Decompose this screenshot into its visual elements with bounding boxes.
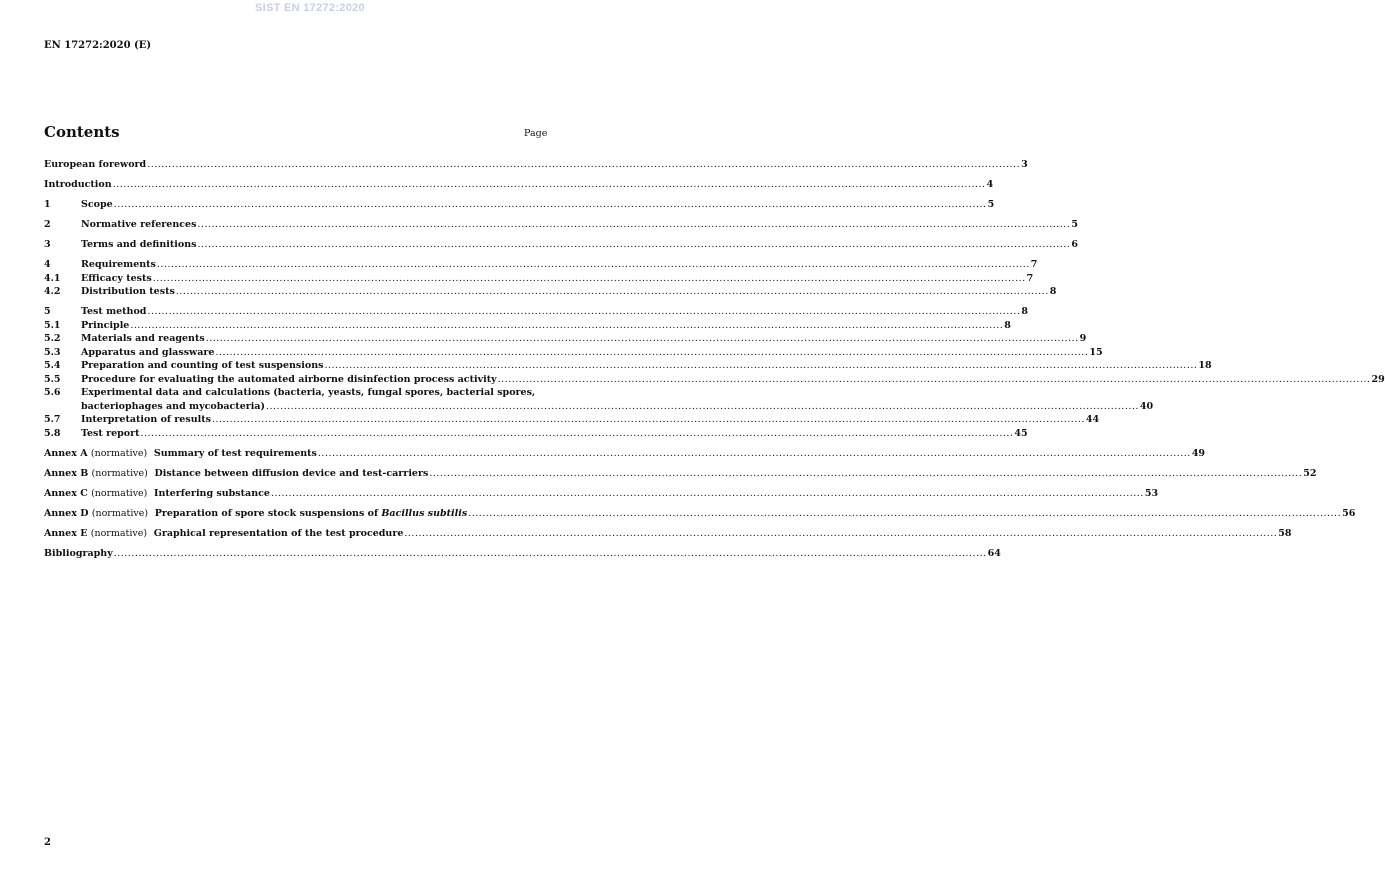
toc-title: Interpretation of results <box>81 414 211 425</box>
toc-page: 53 <box>1144 487 1159 499</box>
toc-leader <box>266 400 1139 414</box>
toc-title: Materials and reagents <box>81 333 205 344</box>
toc-number: 1 <box>44 199 51 210</box>
toc-entry-principle[interactable] <box>44 319 1011 333</box>
toc-leader <box>271 487 1144 501</box>
toc-entry-test-report[interactable] <box>44 427 1028 441</box>
toc-title-line1: Experimental data and calculations (bacteria, yeasts, fungal spores, bacterial spores, <box>81 387 536 398</box>
toc-entry-scope[interactable] <box>44 198 995 212</box>
toc-number: 5.2 <box>44 333 61 344</box>
toc-number: 4 <box>44 259 51 270</box>
toc-title-italic: Bacillus subtilis <box>381 507 468 519</box>
toc-title: Terms and definitions <box>81 239 197 250</box>
toc-number: 5.1 <box>44 319 61 331</box>
toc-title: Normative references <box>81 219 197 230</box>
toc-entry-test-method[interactable] <box>44 305 1028 319</box>
toc-leader <box>498 373 1371 387</box>
toc-entry-interpretation-of-results[interactable] <box>44 413 1100 427</box>
toc-title: Graphical representation of the test procedure <box>153 527 404 539</box>
toc-title: Test method <box>81 306 147 317</box>
toc-entry-preparation-and-counting[interactable] <box>44 359 1212 373</box>
toc-leader <box>212 413 1085 427</box>
toc-leader <box>468 507 1341 521</box>
toc-number: 5 <box>44 306 51 317</box>
annex-type: (normative) <box>91 507 149 519</box>
toc-title: Summary of test requirements <box>153 447 317 459</box>
toc-title: Interfering substance <box>154 487 270 499</box>
toc-entry-annex-d[interactable] <box>44 507 1356 521</box>
toc-page: 8 <box>1021 306 1028 317</box>
toc-entry-annex-a[interactable] <box>44 447 1206 461</box>
toc-number: 5.4 <box>44 360 61 371</box>
annex-type: (normative) <box>91 467 148 479</box>
toc-entry-annex-e[interactable] <box>44 527 1292 541</box>
toc-entry-terms-and-definitions[interactable] <box>44 238 1078 252</box>
toc-entry-procedure-evaluating[interactable] <box>44 373 1385 387</box>
toc-page: 6 <box>1071 239 1078 250</box>
toc-leader <box>114 547 987 561</box>
toc-number: 2 <box>44 219 51 230</box>
toc-page: 49 <box>1191 447 1206 459</box>
toc-number: 4.2 <box>44 286 61 297</box>
toc-leader <box>141 427 1014 441</box>
toc-entry-annex-b[interactable] <box>44 467 1317 481</box>
watermark: SIST EN 17272:2020 <box>255 2 365 14</box>
toc-page: 8 <box>1004 319 1011 331</box>
toc-leader <box>176 285 1049 299</box>
toc-page: 44 <box>1085 414 1100 425</box>
toc-leader <box>215 346 1088 360</box>
toc-leader <box>113 178 986 192</box>
toc-page: 52 <box>1303 467 1317 479</box>
toc-leader <box>130 319 1003 333</box>
annex-type: (normative) <box>90 447 148 459</box>
toc-page: 5 <box>987 199 995 210</box>
toc-entry-distribution-tests[interactable] <box>44 285 1057 299</box>
toc-leader <box>429 467 1302 481</box>
toc-leader <box>324 359 1197 373</box>
toc-leader <box>153 272 1026 286</box>
toc-page: 4 <box>986 179 994 190</box>
toc-title: Requirements <box>81 259 156 270</box>
toc-number: 5.8 <box>44 427 61 439</box>
toc-page: 3 <box>1021 159 1028 170</box>
toc-page: 45 <box>1014 427 1028 439</box>
annex-label: Annex A <box>44 447 88 459</box>
toc-page: 58 <box>1278 527 1292 539</box>
toc-leader <box>147 305 1020 319</box>
annex-type: (normative) <box>91 487 148 499</box>
toc-page: 7 <box>1030 259 1038 270</box>
toc-number: 4.1 <box>44 272 61 284</box>
annex-label: Annex B <box>44 467 89 479</box>
page-number: 2 <box>44 837 51 848</box>
annex-label: Annex E <box>44 527 88 539</box>
table-of-contents <box>44 158 1385 560</box>
annex-type: (normative) <box>90 527 148 539</box>
toc-entry-bibliography[interactable] <box>44 547 1001 561</box>
toc-title: Introduction <box>44 179 112 190</box>
toc-entry-european-foreword[interactable] <box>44 158 1028 172</box>
toc-title: European foreword <box>44 159 147 170</box>
toc-page: 56 <box>1342 507 1356 519</box>
toc-leader <box>206 332 1079 346</box>
toc-entry-normative-references[interactable] <box>44 218 1078 232</box>
toc-leader <box>157 258 1030 272</box>
toc-title: Distribution tests <box>81 286 175 297</box>
toc-page: 7 <box>1026 272 1034 284</box>
page-title: Contents <box>44 123 120 141</box>
toc-entry-requirements[interactable] <box>44 258 1038 272</box>
toc-leader <box>147 158 1020 172</box>
toc-number: 5.6 <box>44 387 61 398</box>
toc-entry-experimental-data[interactable] <box>44 386 1154 413</box>
toc-entry-efficacy-tests[interactable] <box>44 272 1034 286</box>
toc-title: Test report <box>81 427 140 439</box>
toc-title: Principle <box>81 319 130 331</box>
toc-title: Apparatus and glassware <box>81 346 215 358</box>
toc-page: 64 <box>987 547 1001 559</box>
toc-entry-annex-c[interactable] <box>44 487 1159 501</box>
toc-title: Bibliography <box>44 547 113 559</box>
toc-title: Preparation of spore stock suspensions of <box>154 507 379 519</box>
toc-title: Procedure for evaluating the automated airborne disinfection process activity <box>81 373 497 385</box>
toc-leader <box>114 198 987 212</box>
toc-title: Distance between diffusion device and test-carriers <box>154 467 429 479</box>
toc-page: 9 <box>1079 333 1087 344</box>
toc-page: 18 <box>1198 360 1212 371</box>
toc-entry-materials-and-reagents[interactable] <box>44 332 1087 346</box>
toc-page: 8 <box>1049 286 1057 297</box>
toc-leader <box>404 527 1277 541</box>
toc-page: 15 <box>1089 346 1103 358</box>
page-column-label: Page <box>524 128 548 139</box>
annex-label: Annex D <box>44 507 89 519</box>
toc-leader <box>318 447 1191 461</box>
toc-entry-apparatus-and-glassware[interactable] <box>44 346 1103 360</box>
document-id: EN 17272:2020 (E) <box>44 40 152 51</box>
toc-title: Efficacy tests <box>81 272 152 284</box>
toc-page: 5 <box>1071 219 1078 230</box>
toc-title: Preparation and counting of test suspensions <box>81 360 324 371</box>
toc-page: 40 <box>1139 400 1154 412</box>
toc-leader <box>197 238 1070 252</box>
toc-number: 5.3 <box>44 346 61 358</box>
toc-page: 29 <box>1371 373 1385 385</box>
toc-title: Scope <box>81 199 113 210</box>
toc-number: 5.7 <box>44 414 61 425</box>
toc-number: 3 <box>44 239 51 250</box>
toc-number: 5.5 <box>44 373 61 385</box>
toc-leader <box>197 218 1070 232</box>
toc-entry-introduction[interactable] <box>44 178 994 192</box>
toc-title-line2: bacteriophages and mycobacteria) <box>81 400 265 412</box>
annex-label: Annex C <box>44 487 88 499</box>
